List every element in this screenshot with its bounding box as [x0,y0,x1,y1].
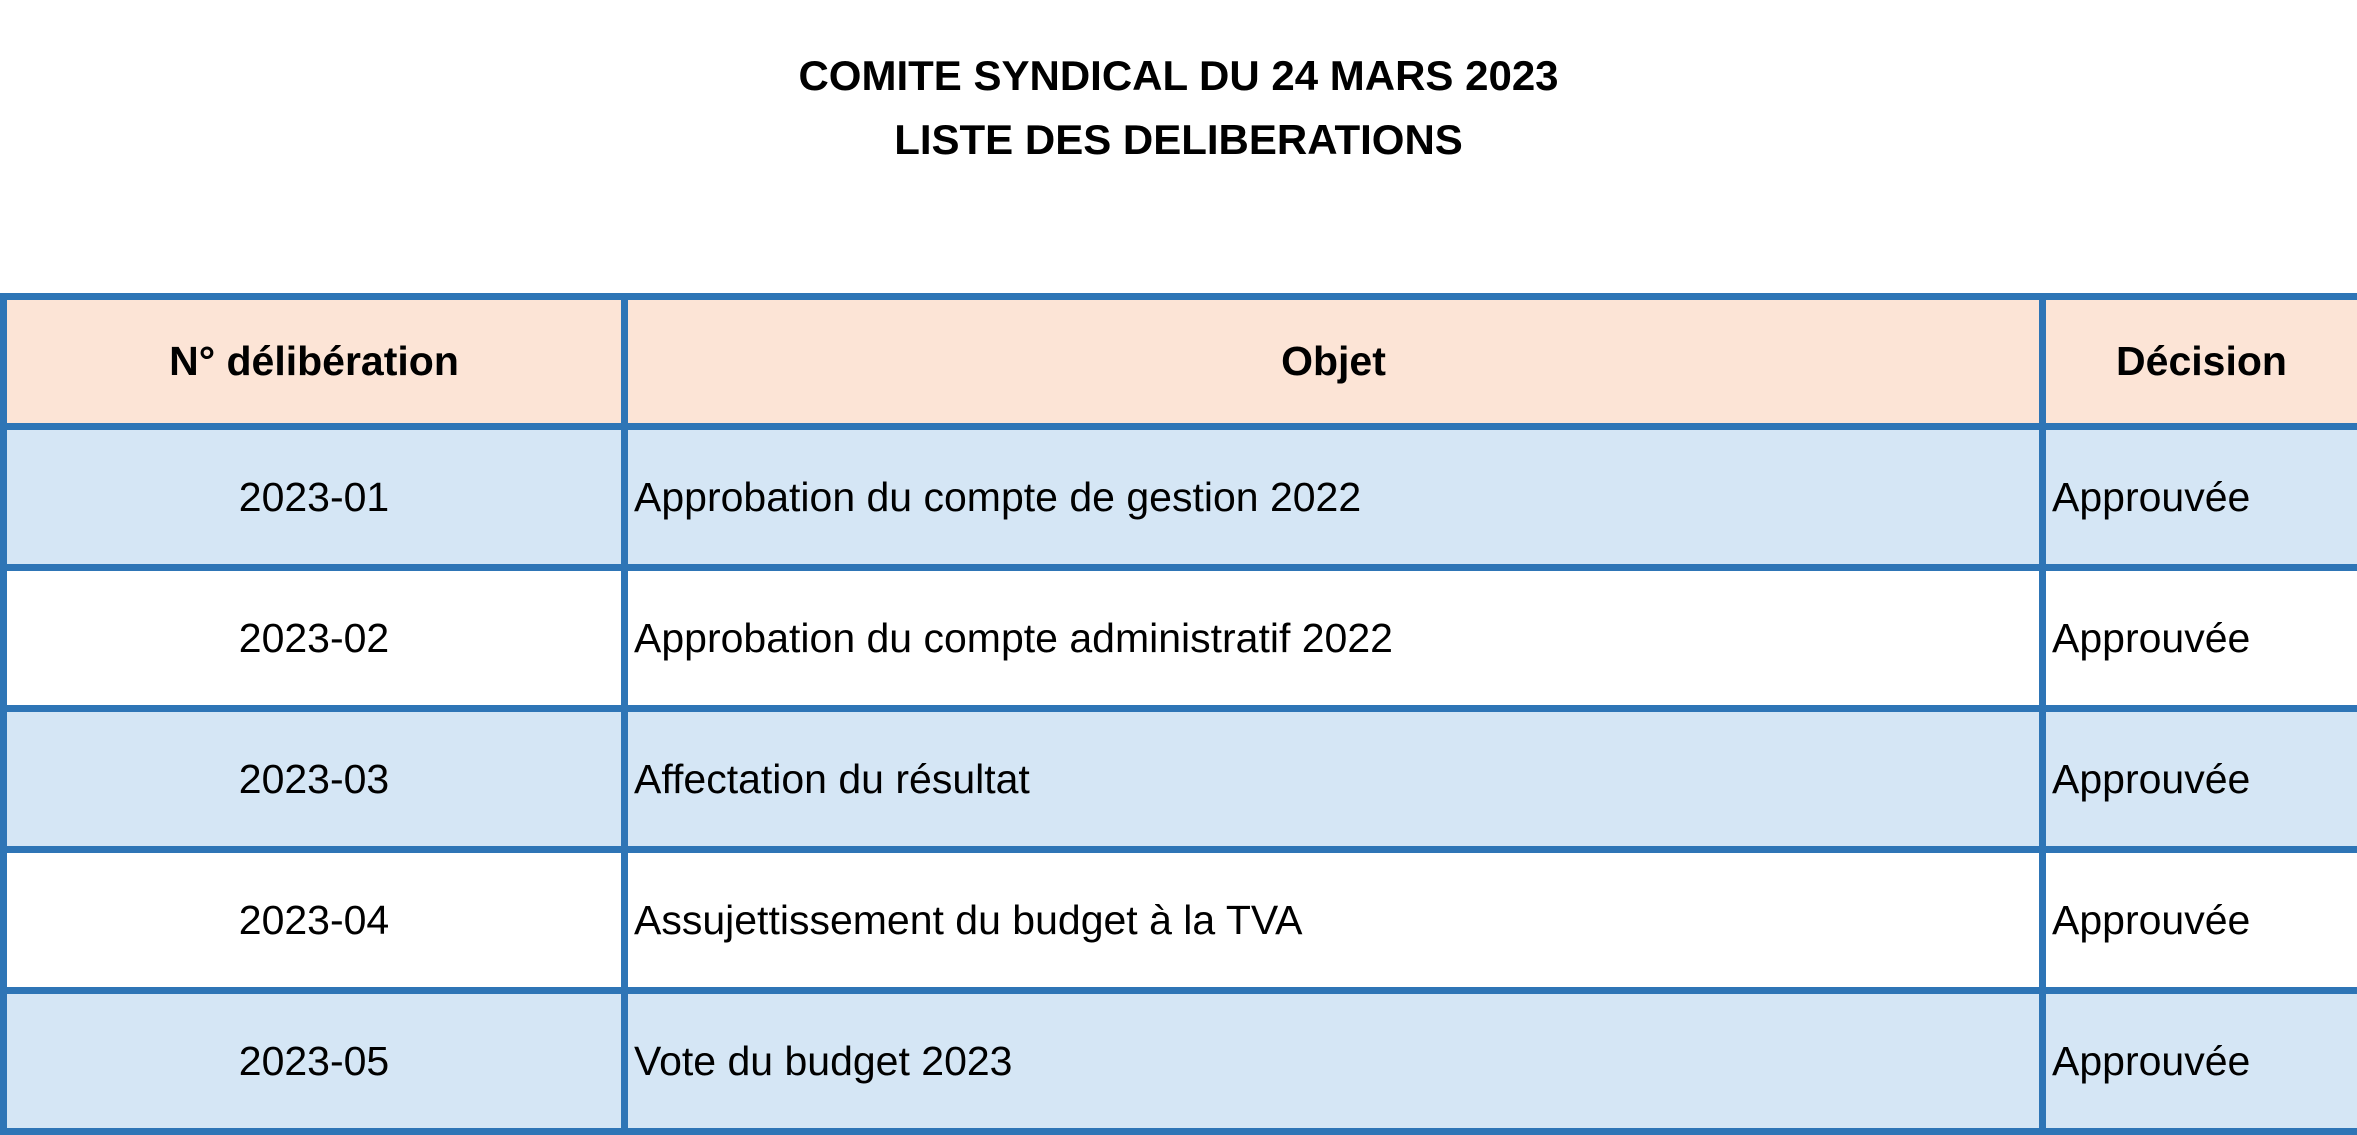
document-title [0,44,2357,172]
table-row [4,427,2357,568]
cell-object: Affectation du résultat [625,709,2043,850]
deliberations-table-container [0,293,2357,1135]
header-object: Objet [625,297,2043,427]
cell-decision: Approuvée [2043,850,2357,991]
header-number: N° délibération [4,297,625,427]
cell-object: Assujettissement du budget à la TVA [625,850,2043,991]
table-row [4,850,2357,991]
cell-decision: Approuvée [2043,991,2357,1132]
title-line-1: COMITE SYNDICAL DU 24 MARS 2023 [0,44,2357,108]
table-row [4,991,2357,1132]
header-decision: Décision [2043,297,2357,427]
cell-number: 2023-03 [4,709,625,850]
deliberations-table [0,293,2357,1135]
cell-object: Approbation du compte de gestion 2022 [625,427,2043,568]
cell-number: 2023-04 [4,850,625,991]
cell-number: 2023-02 [4,568,625,709]
table-row [4,568,2357,709]
table-row [4,709,2357,850]
table-header-row [4,297,2357,427]
cell-decision: Approuvée [2043,568,2357,709]
cell-decision: Approuvée [2043,709,2357,850]
cell-decision: Approuvée [2043,427,2357,568]
cell-number: 2023-01 [4,427,625,568]
cell-object: Vote du budget 2023 [625,991,2043,1132]
title-line-2: LISTE DES DELIBERATIONS [0,108,2357,172]
cell-number: 2023-05 [4,991,625,1132]
cell-object: Approbation du compte administratif 2022 [625,568,2043,709]
